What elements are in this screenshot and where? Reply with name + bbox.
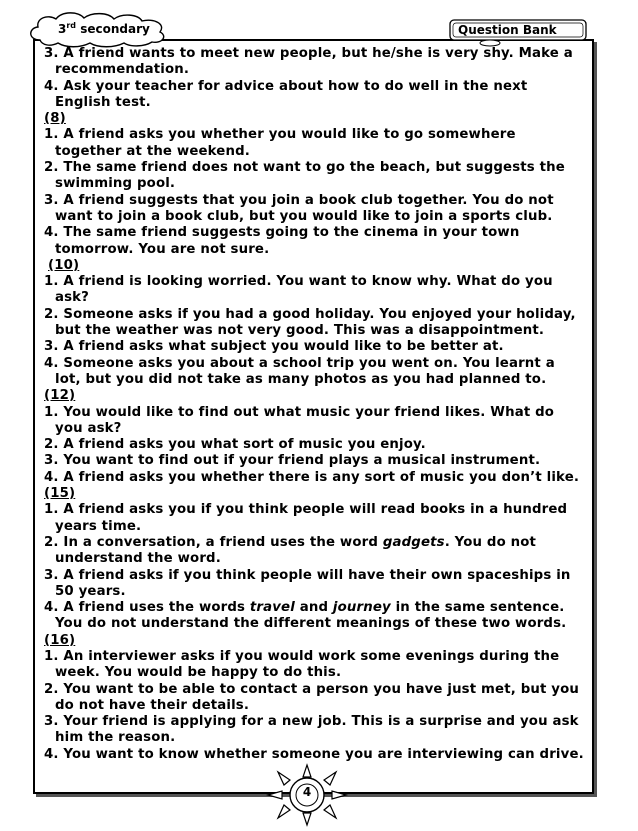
line-text: lot, but you did not take as many photos as you had planned to. [55,371,547,387]
line-text: 2. Someone asks if you had a good holiday. You enjoyed your holiday, [44,306,576,322]
question-line [44,323,588,339]
line-text: 50 years. [55,583,126,599]
line-text: 4. You want to know whether someone you are interviewing can drive. [44,746,584,762]
section-heading [44,486,588,502]
line-text: tomorrow. You are not sure. [55,241,270,257]
question-line [44,584,588,600]
question-line [44,405,588,421]
question-line [44,225,588,241]
grade-cloud-badge [26,10,170,48]
section-heading [44,633,588,649]
question-line [44,290,588,306]
section-heading [44,111,588,127]
line-text: 2. You want to be able to contact a person you have just met, but you [44,681,579,697]
line-text: You do not understand the different meanings of these two words. [55,616,567,632]
section-label: Question Bank [458,23,557,37]
line-text: ask? [55,290,90,306]
question-line [44,568,588,584]
emphasized-word: journey [332,600,391,616]
line-text: 1. You would like to find out what music your friend likes. What do [44,404,555,420]
question-line [44,519,588,535]
question-line [44,437,588,453]
question-line [44,616,588,632]
question-line [44,274,588,290]
question-line [44,665,588,681]
question-line [44,421,588,437]
line-text: 2. A friend asks you what sort of music you enjoy. [44,437,426,453]
line-text: 1. A friend asks you if you think people will read books in a hundred [44,502,568,518]
question-line [44,339,588,355]
line-text: 1. A friend asks you whether you would like to go somewhere [44,127,516,143]
question-list [44,46,588,763]
question-line [44,649,588,665]
line-text: 3. A friend asks what subject you would like to be better at. [44,339,504,355]
question-line [44,242,588,258]
question-line [44,714,588,730]
section-heading [44,258,588,274]
line-text: him the reason. [55,730,176,746]
line-text: week. You would be happy to do this. [55,665,342,681]
question-line [44,176,588,192]
line-text: recommendation. [55,62,190,78]
line-text: want to join a book club, but you would like to join a sports club. [55,208,553,224]
line-text: (16) [44,632,76,648]
line-text: 4. A friend asks you whether there is any sort of music you don’t like. [44,469,580,485]
line-text: 4. A friend uses the words [44,600,250,616]
question-line [44,535,588,551]
line-text: 3. A friend asks if you think people will have their own spaceships in [44,567,571,583]
question-line [44,470,588,486]
line-text: do not have their details. [55,697,250,713]
question-line [44,551,588,567]
line-text: 3. A friend wants to meet new people, but he/she is very shy. Make a [44,46,573,61]
line-text: 4. Someone asks you about a school trip you went on. You learnt a [44,355,555,371]
question-line [44,127,588,143]
line-text: (15) [44,486,76,502]
question-line [44,62,588,78]
line-text: but the weather was not very good. This was a disappointment. [55,323,545,339]
line-text: 2. In a conversation, a friend uses the word [44,534,383,550]
line-text: (10) [48,257,80,273]
question-line [44,307,588,323]
question-line [44,698,588,714]
question-line [44,372,588,388]
line-text: . You do not [444,534,537,550]
line-text: (8) [44,111,66,127]
line-text: 3. A friend suggests that you join a book club together. You do not [44,192,554,208]
line-text: 1. An interviewer asks if you would work some evenings during the [44,648,560,664]
question-line [44,682,588,698]
question-line [44,600,588,616]
line-text: swimming pool. [55,176,176,192]
section-heading [44,388,588,404]
line-text: and [294,600,333,616]
question-line [44,356,588,372]
page-number: 4 [302,785,312,799]
line-text: 4. The same friend suggests going to the cinema in your town [44,225,520,241]
question-line [44,193,588,209]
question-line [44,747,588,763]
question-line [44,79,588,95]
emphasized-word: gadgets [382,534,445,550]
line-text: you ask? [55,420,122,436]
question-line [44,502,588,518]
line-text: 3. You want to find out if your friend plays a musical instrument. [44,453,541,469]
question-line [44,209,588,225]
section-scroll-badge [448,18,590,48]
line-text: together at the weekend. [55,143,250,159]
line-text: years time. [55,518,142,534]
question-line [44,46,588,62]
line-text: 2. The same friend does not want to go the beach, but suggests the [44,160,565,176]
line-text: English test. [55,94,151,110]
question-line [44,95,588,111]
line-text: understand the word. [55,551,221,567]
line-text: in the same sentence. [390,600,565,616]
line-text: 1. A friend is looking worried. You want to know why. What do you [44,274,553,290]
line-text: 3. Your friend is applying for a new job. This is a surprise and you ask [44,714,579,730]
line-text: 4. Ask your teacher for advice about how to do well in the next [44,78,528,94]
grade-label: 3rd secondary [58,21,150,36]
line-text: (12) [44,388,76,404]
emphasized-word: travel [249,600,295,616]
question-line [44,160,588,176]
question-line [44,144,588,160]
question-line [44,730,588,746]
page-number-badge [264,763,350,827]
question-line [44,453,588,469]
